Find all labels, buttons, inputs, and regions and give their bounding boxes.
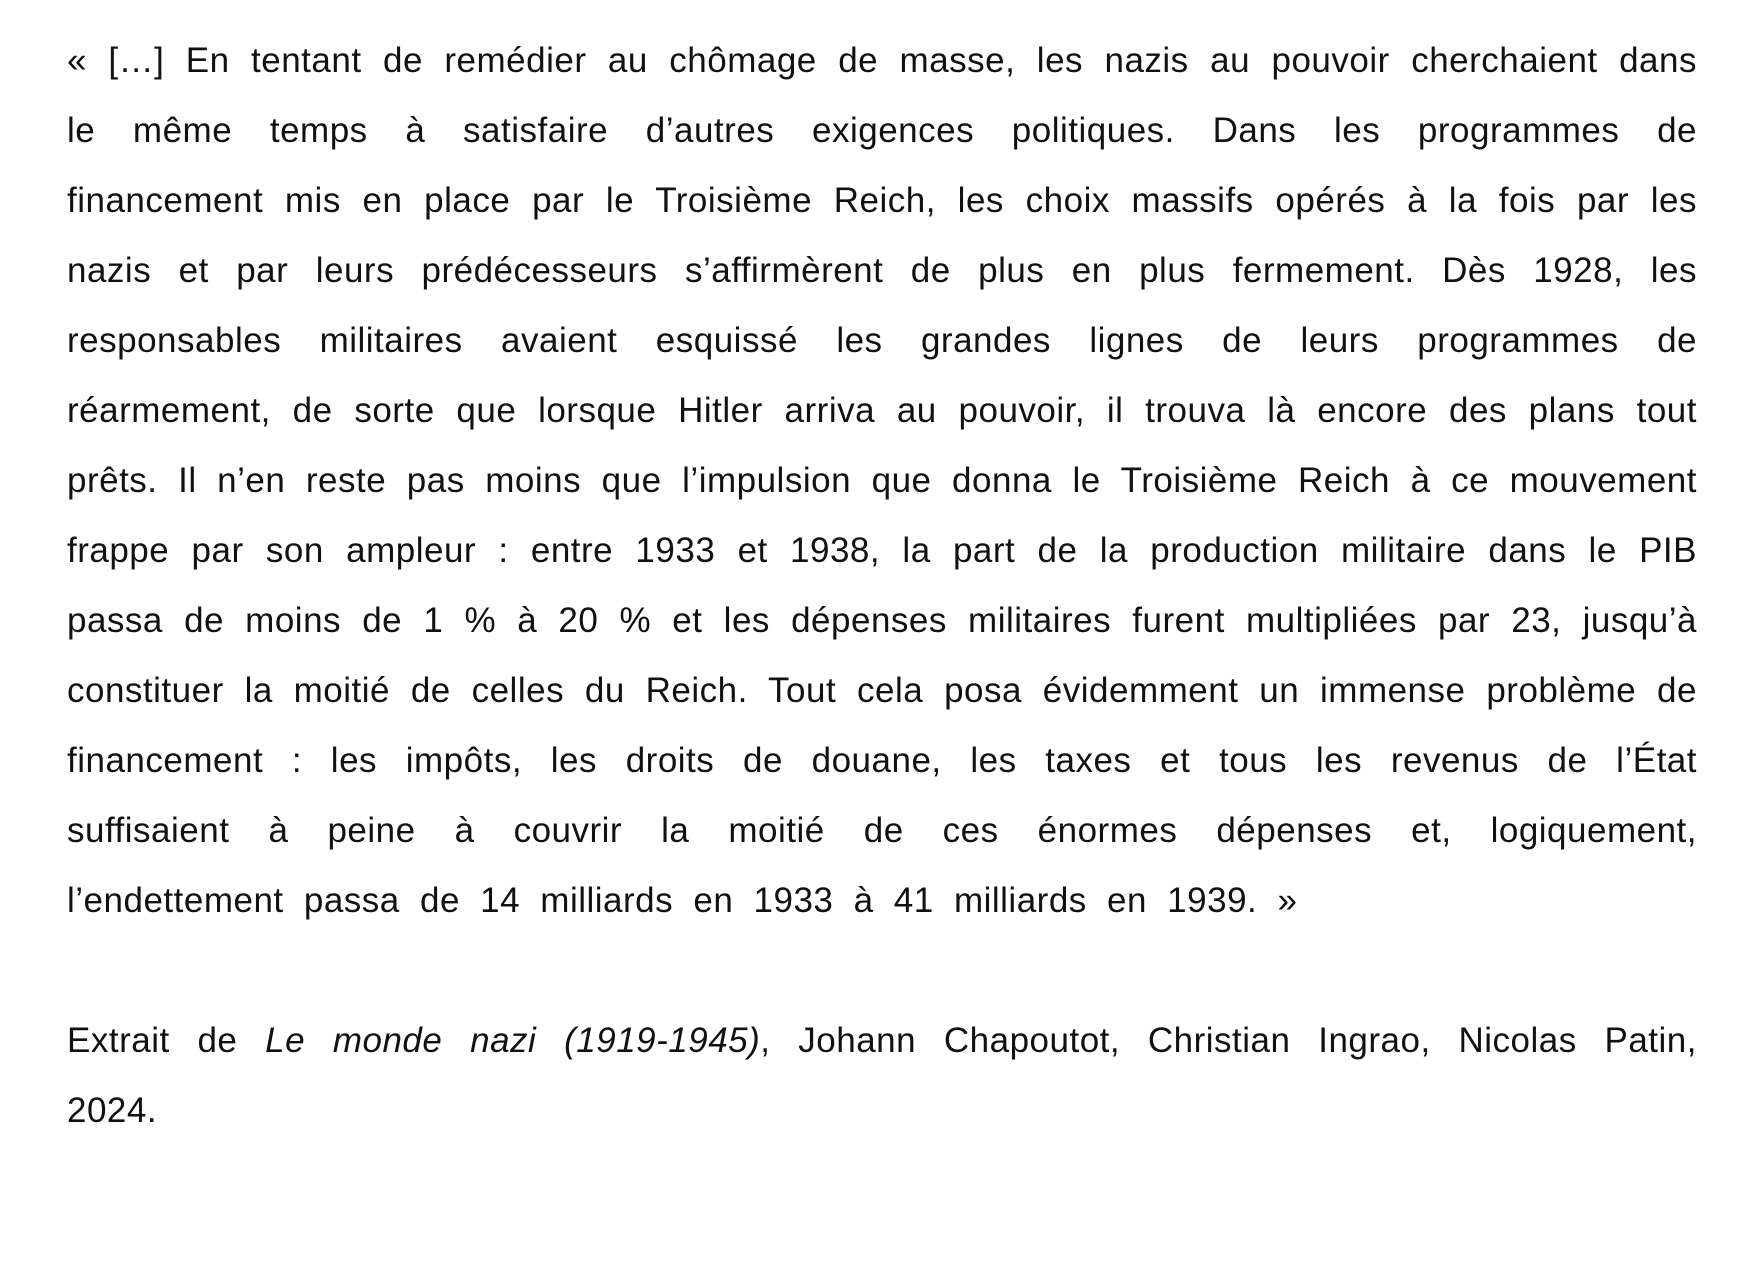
quote-paragraph: « […] En tentant de remédier au chômage de masse, les nazis au pouvoir cherchaient dans le même temps à satisfaire d’autres exigences politiques. Dans les programmes de financement mis en place par le Troisième Reich, les choix massifs opérés à la fois par les nazis et par leurs prédécesseurs s’affirmèrent de plus en plus fermement. Dès 1928, les responsables militaires avaient esquissé les grandes lignes de leurs programmes de réarmement, de sorte que lorsque Hitler arriva au pouvoir, il trouva là encore des plans tout prêts. Il n’en reste pas moins que l’impulsion que donna le Troisième Reich à ce mouvement frappe par son ampleur : entre 1933 et 1938, la part de la production militaire dans le PIB passa de moins de 1 % à 20 % et les dépenses militaires furent multipliées par 23, jusqu’à constituer la moitié de celles du Reich. Tout cela posa évidemment un immense problème de financement : les impôts, les droits de douane, les taxes et tous les revenus de l’État suffisaient à peine à couvrir la moitié de ces énormes dépenses et, logiquement, l’endettement passa de 14 milliards en 1933 à 41 milliards en 1939. » bbox=[67, 41, 1697, 920]
citation-authors-year: , Johann Chapoutot, Christian Ingrao, Nicolas Patin, 2024. bbox=[67, 1021, 1697, 1130]
citation bbox=[67, 1006, 1697, 1146]
citation-prefix: Extrait de bbox=[67, 1021, 266, 1060]
citation-book-title: Le monde nazi (1919-1945) bbox=[265, 1021, 761, 1060]
